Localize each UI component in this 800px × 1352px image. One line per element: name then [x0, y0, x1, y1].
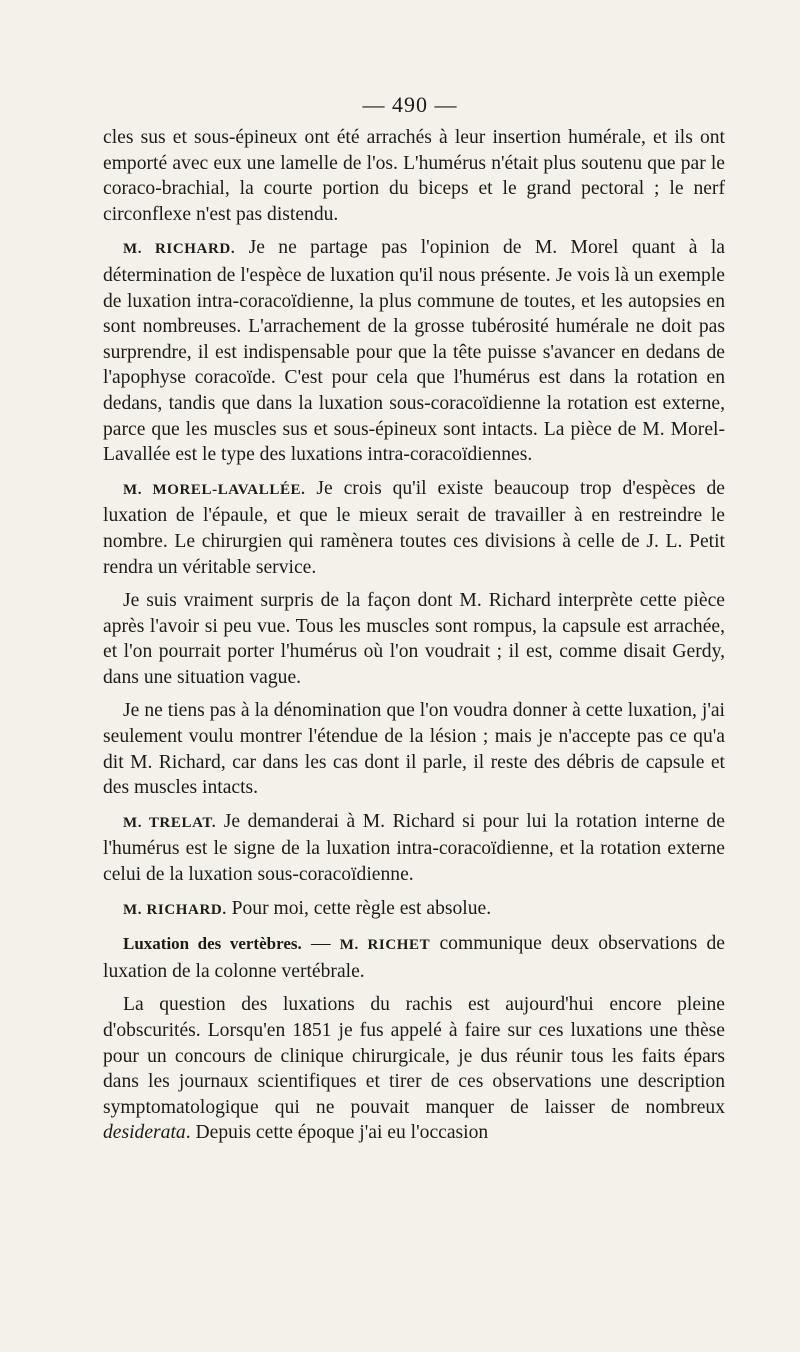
paragraph-indent: [103, 698, 725, 800]
paragraph-section: [103, 931, 725, 984]
paragraph-text: Je ne tiens pas à la dénomination que l'on voudra donner à cette luxation, j'ai seulement voulu montrer l'étendue de la lésion ; mais je n'accepte pas ce qu'a dit M. Richard, car dans les cas dont il parle, il reste des débris de capsule et des muscles intacts.: [103, 700, 725, 799]
paragraph-text: Je suis vraiment surpris de la façon dont M. Richard interprète cette pièce après l'avoir si peu vue. Tous les muscles sont rompus, la capsule est arrachée, et l'on pourrait porter l'humérus où l'on voudrait ; il est, comme disait Gerdy, dans une situation vague.: [103, 590, 725, 688]
paragraph-speech: [103, 809, 725, 888]
italic-term: desiderata: [103, 1122, 186, 1144]
paragraph-text: Je demanderai à M. Richard si pour lui la rotation interne de l'humérus est le signe de la luxation intra-coracoïdienne, et la rotation externe celui de la luxation sous-coracoïdienne.: [103, 810, 725, 886]
paragraph-speech: [103, 235, 725, 467]
paragraph-text: Pour moi, cette règle est absolue.: [226, 897, 492, 919]
paragraph-text: . Depuis cette époque j'ai eu l'occasion: [185, 1122, 489, 1144]
paragraph-text: Je ne partage pas l'opinion de M. Morel quant à la détermination de l'espèce de luxation qu'il nous présente. Je vois là un exemple de luxation intra-coracoïdienne, la plus commune de toutes, et les autopsies en sont nombreuses. L'arrachement de la grosse tubérosité humérale ne doit pas surprendre, il est indispensable pour que la tête puisse s'avancer en dedans de l'apophyse coracoïde. C'est pour cela que l'humérus est dans la rotation en dedans, tandis que dans la luxation sous-coracoïdienne la rotation est externe, parce que les muscles sus et sous-épineux sont intacts. La pièce de M. Morel-Lavallée est le type des luxations intra-coracoïdiennes.: [103, 237, 725, 466]
paragraph-indent: [103, 588, 725, 690]
paragraph-speech: [103, 476, 725, 580]
speaker-name: M. RICHARD.: [123, 901, 227, 918]
paragraph-text: La question des luxations du rachis est aujourd'hui encore pleine d'obscurités. Lorsqu'en 1851 je fus appelé à faire sur ces luxations une thèse pour un concours de clinique chirurgicale, je dus réunir tous les faits épars dans les journaux scientifiques et tirer de ces observations une description symptomatologique qui ne pouvait manquer de laisser de nombreux: [103, 994, 725, 1118]
paragraph-indent: [103, 992, 725, 1146]
paragraph-text: Je crois qu'il existe beaucoup trop d'espèces de luxation de l'épaule, et que le mieux serait de travailler à en restreindre le nombre. Le chirurgien qui ramènera toutes ces divisions à celle de J. L. Petit rendra un véritable service.: [103, 477, 725, 578]
paragraph-speech: [103, 896, 725, 924]
paragraph-text: communique deux observations de luxation de la colonne vertébrale.: [103, 933, 725, 982]
section-dash: —: [301, 933, 340, 955]
body-text: [103, 125, 725, 1154]
paragraph-text: cles sus et sous-épineux ont été arrachés à leur insertion humérale, et ils ont emporté avec eux une lamelle de l'os. L'humérus n'était plus soutenu que par le coraco-brachial, la courte portion du biceps et le grand pectoral ; le nerf circonflexe n'est pas distendu.: [103, 127, 725, 225]
speaker-name: M. TRELAT.: [123, 814, 217, 831]
speaker-name: M. MOREL-LAVALLÉE.: [123, 481, 306, 498]
page-number: — 490 —: [362, 92, 458, 117]
paragraph-continuation: [103, 125, 725, 227]
speaker-name: M. RICHARD.: [123, 241, 236, 258]
speaker-name: M. RICHET: [339, 937, 431, 954]
section-title: Luxation des vertèbres.: [123, 934, 302, 954]
